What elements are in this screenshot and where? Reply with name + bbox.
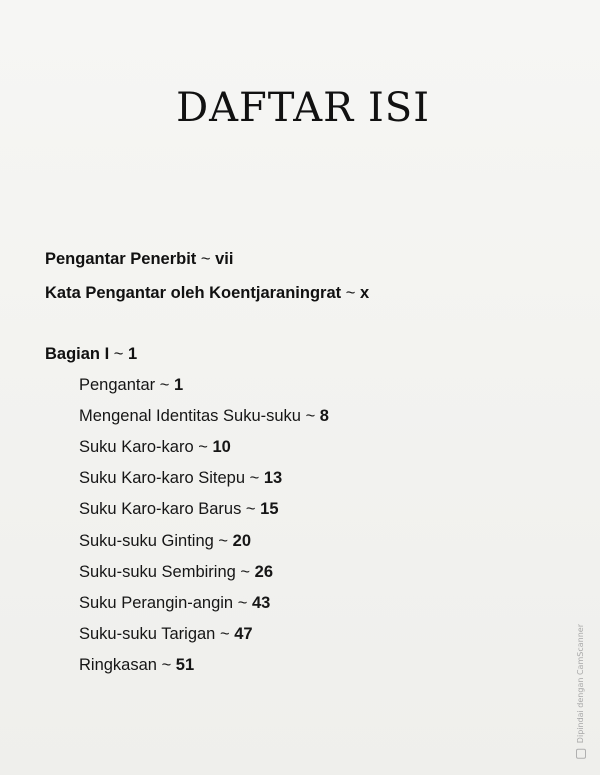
toc-entry-label: Suku-suku Tarigan — [79, 625, 216, 643]
toc-entry-page: 1 — [173, 376, 184, 394]
toc-entry-label: Pengantar Penerbit — [45, 250, 197, 268]
toc-entry-label: Suku-suku Sembiring — [79, 563, 236, 581]
scanner-watermark — [576, 624, 586, 759]
toc-entry — [79, 625, 253, 644]
toc-entry-separator: ~ — [240, 563, 251, 581]
toc-entry-separator: ~ — [249, 469, 260, 487]
toc-entry-label: Suku Karo-karo Barus — [79, 500, 242, 518]
toc-entry-page: 51 — [175, 656, 195, 674]
toc-entry-label: Kata Pengantar oleh Koentjaraningrat — [45, 284, 342, 302]
toc-entry-page: 47 — [234, 625, 253, 643]
toc-entry — [79, 563, 273, 582]
toc-entry-page: 15 — [260, 500, 279, 518]
toc-entry-label: Ringkasan — [79, 656, 157, 674]
toc-entry-label: Pengantar — [79, 376, 156, 394]
toc-entry-separator: ~ — [161, 656, 172, 674]
toc-entry-page: 20 — [232, 532, 252, 550]
toc-entry-separator: ~ — [219, 625, 230, 643]
toc-entry — [79, 656, 194, 675]
toc-section-separator: ~ — [113, 345, 124, 363]
toc-entry-label: Mengenal Identitas Suku-suku — [79, 407, 301, 425]
toc-entry — [79, 438, 231, 457]
toc-entry — [79, 500, 279, 519]
toc-entry-page: 26 — [254, 563, 274, 581]
toc-front-item-publisher-foreword — [45, 250, 233, 269]
toc-entry — [79, 407, 329, 426]
toc-front-item-foreword — [45, 284, 369, 303]
watermark-text: Dipindai dengan CamScanner — [576, 624, 585, 744]
toc-entry-label: Suku-suku Ginting — [79, 532, 214, 550]
toc-entry-separator: ~ — [159, 376, 170, 394]
toc-entry-label: Suku Karo-karo Sitepu — [79, 469, 246, 487]
toc-entry-page: vii — [215, 250, 234, 268]
toc-entry — [79, 469, 282, 488]
toc-entry-page: 13 — [263, 469, 283, 487]
camscanner-icon — [576, 749, 586, 759]
toc-entry-separator: ~ — [218, 532, 229, 550]
toc-entry — [79, 594, 270, 613]
toc-entry-separator: ~ — [200, 250, 211, 268]
toc-entry — [79, 376, 183, 395]
toc-section-heading — [45, 345, 137, 364]
toc-entry — [79, 532, 251, 551]
toc-entry-separator: ~ — [237, 594, 248, 612]
page-title: DAFTAR ISI — [176, 84, 430, 131]
toc-entry-page: 8 — [319, 407, 329, 425]
toc-entry-label: Suku Perangin-angin — [79, 594, 234, 612]
toc-entry-page: 43 — [251, 594, 271, 612]
toc-section-page: 1 — [128, 345, 138, 363]
toc-entry-label: Suku Karo-karo — [79, 438, 194, 456]
toc-entry-separator: ~ — [245, 500, 256, 518]
toc-entry-separator: ~ — [305, 407, 316, 425]
toc-entry-page: x — [359, 284, 370, 302]
toc-entry-separator: ~ — [198, 438, 208, 456]
toc-entry-page: 10 — [212, 438, 231, 456]
toc-entry-separator: ~ — [345, 284, 356, 302]
toc-section-label: Bagian I — [45, 345, 110, 363]
